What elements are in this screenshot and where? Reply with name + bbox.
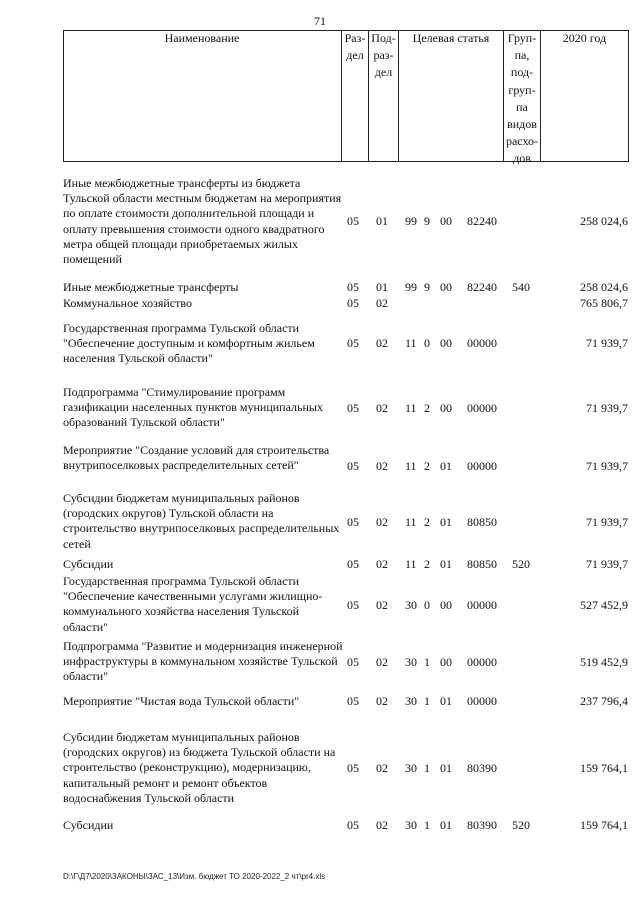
row-direction: 00000 <box>467 401 497 415</box>
row-program: 11 <box>405 459 417 473</box>
file-path-footer: D:\Г\Д7\2020\ЗАКОНЫ\ЗАС_13\Изм. бюджет ТО 2020-2022_2 чт\pr4.xls <box>63 872 326 881</box>
row-subsection: 02 <box>376 761 388 775</box>
row-subprogram: 2 <box>424 557 430 571</box>
row-event: 00 <box>440 336 452 350</box>
row-name: Субсидии <box>63 557 114 571</box>
row-name: Государственная программа Тульской области "Обеспечение доступным и комфортным жильем населения Тульской области" <box>63 321 315 366</box>
row-name: Коммунальное хозяйство <box>63 296 192 310</box>
row-name: Субсидии бюджетам муниципальных районов (городских округов) Тульской области на строительство внутрипоселковых распределительных сетей <box>63 491 340 551</box>
row-program: 30 <box>405 761 417 775</box>
page-number: 71 <box>314 14 326 28</box>
row-event: 01 <box>440 459 452 473</box>
row-program: 11 <box>405 515 417 529</box>
row-subprogram: 9 <box>424 280 430 294</box>
row-amount: 71 939,7 <box>586 401 628 415</box>
row-group: 520 <box>512 557 530 571</box>
header-target-article: Целевая статья <box>412 31 490 45</box>
row-program: 30 <box>405 694 417 708</box>
row-subprogram: 1 <box>424 818 430 832</box>
row-direction: 80850 <box>467 515 497 529</box>
row-amount: 237 796,4 <box>580 694 628 708</box>
header-subsection: Под- раз- дел <box>371 31 396 80</box>
row-section: 05 <box>347 598 359 612</box>
row-subprogram: 2 <box>424 401 430 415</box>
row-subprogram: 9 <box>424 214 430 228</box>
row-direction: 00000 <box>467 459 497 473</box>
row-section: 05 <box>347 214 359 228</box>
row-section: 05 <box>347 515 359 529</box>
row-event: 00 <box>440 214 452 228</box>
row-section: 05 <box>347 280 359 294</box>
row-amount: 71 939,7 <box>586 515 628 529</box>
row-name: Субсидии бюджетам муниципальных районов (городских округов) из бюджета Тульской области на строительство (реконструкцию), модернизацию, капитальный ремонт и ремонт объектов водоснабжения Тульской области <box>63 730 336 805</box>
row-subsection: 02 <box>376 515 388 529</box>
row-program: 99 <box>405 214 417 228</box>
row-name: Иные межбюджетные трансферты из бюджета Тульской области местным бюджетам на мероприятия по оплате стоимости дополнительной площади и оплату превышения стоимости одного квадратного метра общей площади приобретаемых жилых помещений <box>63 176 342 267</box>
row-section: 05 <box>347 296 359 310</box>
row-subsection: 02 <box>376 401 388 415</box>
row-direction: 82240 <box>467 214 497 228</box>
row-name: Мероприятие "Чистая вода Тульской области" <box>63 694 300 708</box>
row-name: Субсидии <box>63 818 114 832</box>
row-section: 05 <box>347 401 359 415</box>
row-event: 01 <box>440 694 452 708</box>
row-group: 520 <box>512 818 530 832</box>
row-program: 11 <box>405 336 417 350</box>
row-amount: 159 764,1 <box>580 818 628 832</box>
header-name: Наименование <box>164 31 240 45</box>
row-subsection: 02 <box>376 557 388 571</box>
row-subsection: 01 <box>376 214 388 228</box>
row-event: 01 <box>440 515 452 529</box>
row-direction: 82240 <box>467 280 497 294</box>
row-section: 05 <box>347 818 359 832</box>
row-subsection: 02 <box>376 296 388 310</box>
row-direction: 00000 <box>467 336 497 350</box>
row-event: 00 <box>440 655 452 669</box>
row-subprogram: 0 <box>424 336 430 350</box>
row-section: 05 <box>347 336 359 350</box>
header-group: Груп- па, под- груп- па видов расхо- дов <box>505 31 539 166</box>
row-direction: 80390 <box>467 818 497 832</box>
row-section: 05 <box>347 761 359 775</box>
row-subprogram: 1 <box>424 655 430 669</box>
row-subsection: 02 <box>376 694 388 708</box>
row-group: 540 <box>512 280 530 294</box>
row-subsection: 01 <box>376 280 388 294</box>
row-amount: 258 024,6 <box>580 214 628 228</box>
row-subprogram: 2 <box>424 515 430 529</box>
row-event: 01 <box>440 557 452 571</box>
row-amount: 71 939,7 <box>586 557 628 571</box>
row-event: 01 <box>440 818 452 832</box>
row-subsection: 02 <box>376 336 388 350</box>
row-subprogram: 0 <box>424 598 430 612</box>
row-section: 05 <box>347 694 359 708</box>
row-program: 11 <box>405 401 417 415</box>
row-program: 11 <box>405 557 417 571</box>
table-header <box>63 30 629 166</box>
row-section: 05 <box>347 557 359 571</box>
row-section: 05 <box>347 459 359 473</box>
row-name: Мероприятие "Создание условий для строительства внутрипоселковых распределительных сетей" <box>63 443 330 473</box>
row-subprogram: 2 <box>424 459 430 473</box>
row-event: 00 <box>440 401 452 415</box>
row-amount: 258 024,6 <box>580 280 628 294</box>
row-name: Подпрограмма "Стимулирование программ газификации населенных пунктов муниципальных образований Тульской области" <box>63 385 323 430</box>
row-direction: 00000 <box>467 655 497 669</box>
row-amount: 159 764,1 <box>580 761 628 775</box>
row-subsection: 02 <box>376 655 388 669</box>
row-amount: 71 939,7 <box>586 336 628 350</box>
row-event: 00 <box>440 280 452 294</box>
row-direction: 80390 <box>467 761 497 775</box>
row-subprogram: 1 <box>424 761 430 775</box>
row-program: 30 <box>405 655 417 669</box>
row-subsection: 02 <box>376 818 388 832</box>
row-amount: 71 939,7 <box>586 459 628 473</box>
row-direction: 00000 <box>467 694 497 708</box>
row-section: 05 <box>347 655 359 669</box>
row-amount: 527 452,9 <box>580 598 628 612</box>
row-amount: 519 452,9 <box>580 655 628 669</box>
row-subsection: 02 <box>376 459 388 473</box>
row-event: 00 <box>440 598 452 612</box>
row-amount: 765 806,7 <box>580 296 628 310</box>
row-subprogram: 1 <box>424 694 430 708</box>
header-section: Раз- дел <box>344 31 366 63</box>
row-name: Подпрограмма "Развитие и модернизация инженерной инфраструктуры в коммунальном хозяйстве Тульской области" <box>63 639 343 684</box>
row-subsection: 02 <box>376 598 388 612</box>
row-event: 01 <box>440 761 452 775</box>
row-program: 30 <box>405 598 417 612</box>
row-program: 30 <box>405 818 417 832</box>
header-year: 2020 год <box>562 31 607 45</box>
row-direction: 00000 <box>467 598 497 612</box>
row-direction: 80850 <box>467 557 497 571</box>
row-name: Иные межбюджетные трансферты <box>63 280 239 294</box>
row-program: 99 <box>405 280 417 294</box>
row-name: Государственная программа Тульской области "Обеспечение качественными услугами жилищно-коммунального хозяйства населения Тульской области" <box>63 574 323 634</box>
